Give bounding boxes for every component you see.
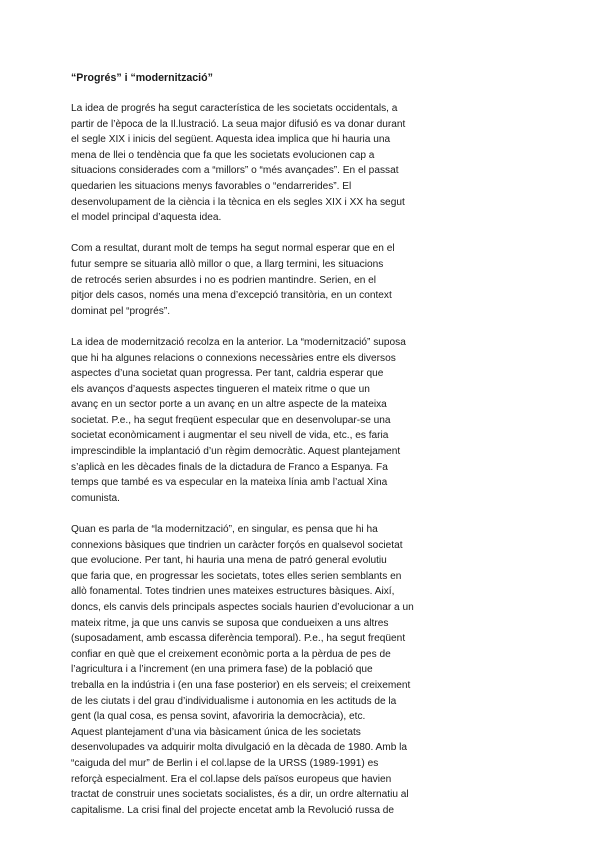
text-line: societat econòmicament i augmentar el seu nivell de vida, etc., es faria: [71, 430, 389, 442]
text-line: de retrocés serien absurdes i no es podrien mantindre. Serien, en el: [71, 274, 377, 286]
text-line: situacions considerades com a “millors” o “més avançades”. En el passat: [71, 165, 399, 177]
text-line: “caiguda del mur” de Berlin i el col.lapse de la URSS (1989-1991) es: [71, 757, 379, 769]
text-line: treballa en la indústria i (en una fase posterior) en els serveis; el creixement: [71, 679, 411, 691]
text-line: aspectes d’una societat quan progressa. Per tant, caldria esperar que: [71, 368, 384, 380]
text-line: allò fonamental. Totes tindrien unes mateixes estructures bàsiques. Així,: [71, 586, 395, 598]
text-line: pitjor dels casos, només una mena d’excepció transitòria, en un context: [71, 290, 392, 302]
text-line: que hi ha algunes relacions o connexions necessàries entre els diversos: [71, 352, 396, 364]
text-line: capitalisme. La crisi final del projecte encetat amb la Revolució russa de: [71, 804, 395, 816]
paragraph-1: [71, 101, 443, 226]
document-body: [71, 72, 443, 818]
text-line: mena de llei o tendència que fa que les societats evolucionen cap a: [71, 149, 375, 161]
text-line: dominat pel “progrés”.: [71, 305, 171, 317]
text-line: La idea de progrés ha segut característica de les societats occidentals, a: [71, 103, 398, 114]
text-line: futur sempre se situaria allò millor o que, a llarg termini, les situacions: [71, 258, 384, 270]
text-line: societat. P.e., ha segut freqüent especular que en desenvolupar-se una: [71, 414, 391, 426]
text-line: Quan es parla de “la modernització”, en singular, es pensa que hi ha: [71, 524, 378, 536]
text-line: gent (la qual cosa, es pensa sovint, afavoriria la democràcia), etc.: [71, 711, 366, 723]
text-line: tractat de construir unes societats socialistes, és a dir, un ordre alternatiu al: [71, 789, 409, 801]
text-line: (suposadament, amb escassa diferència temporal). P.e., ha segut freqüent: [71, 633, 406, 645]
text-line: de les ciutats i del grau d’individualisme i autonomia en les actituds de la: [71, 695, 397, 707]
text-line: doncs, els canvis dels principals aspectes socials haurien d’evolucionar a un: [71, 602, 414, 613]
document-title: “Progrés” i “modernització”: [71, 72, 213, 84]
text-line: avanç en un sector porte a un avanç en un altre aspecte de la mateixa: [71, 399, 387, 411]
text-line: connexions bàsiques que tindrien un caràcter forçós en qualsevol societat: [71, 539, 403, 551]
text-line: Aquest plantejament d’una via bàsicament única de les societats: [71, 726, 361, 738]
text-line: comunista.: [71, 492, 120, 504]
text-line: reforçà especialment. Era el col.lapse dels països europeus que havien: [71, 773, 392, 785]
paragraph-4: [71, 522, 443, 818]
text-line: que faria que, en progressar les societats, totes elles serien semblants en: [71, 570, 402, 582]
paragraph-2: [71, 241, 443, 319]
text-line: confiar en què que el creixement econòmic porta a la pèrdua de pes de: [71, 648, 391, 660]
text-line: mateix ritme, ja que uns canvis se suposa que condueixen a uns altres: [71, 617, 389, 629]
text-line: els avanços d’aquests aspectes tingueren el mateix ritme o que un: [71, 383, 370, 395]
text-line: Com a resultat, durant molt de temps ha segut normal esperar que en el: [71, 243, 395, 255]
text-line: La idea de modernització recolza en la anterior. La “modernització” suposa: [71, 336, 406, 348]
text-line: imprescindible la implantació d’un règim democràtic. Aquest plantejament: [71, 446, 401, 458]
text-line: l’agricultura i a l’increment (en una primera fase) de la població que: [71, 664, 373, 676]
text-line: quedarien les situacions menys favorables o “endarrerides”. El: [71, 180, 352, 192]
text-line: desenvolupament de la ciència i la tècnica en els segles XIX i XX ha segut: [71, 196, 405, 208]
text-line: partir de l’època de la Il.lustració. La seua major difusió es va donar durant: [71, 118, 406, 130]
text-line: desenvolupades va adquirir molta divulgació en la dècada de 1980. Amb la: [71, 742, 408, 754]
text-line: s’aplicà en les dècades finals de la dictadura de Franco a Espanya. Fa: [71, 461, 388, 473]
text-line: el model principal d’aquesta idea.: [71, 212, 222, 224]
paragraph-3: [71, 335, 443, 507]
paragraph-list: [71, 101, 443, 818]
text-line: que evolucione. Per tant, hi hauria una mena de patró general evolutiu: [71, 555, 387, 567]
text-line: temps que també es va especular en la mateixa línia amb l’actual Xina: [71, 477, 388, 489]
text-line: el segle XIX i inicis del següent. Aquesta idea implica que hi hauria una: [71, 134, 391, 146]
